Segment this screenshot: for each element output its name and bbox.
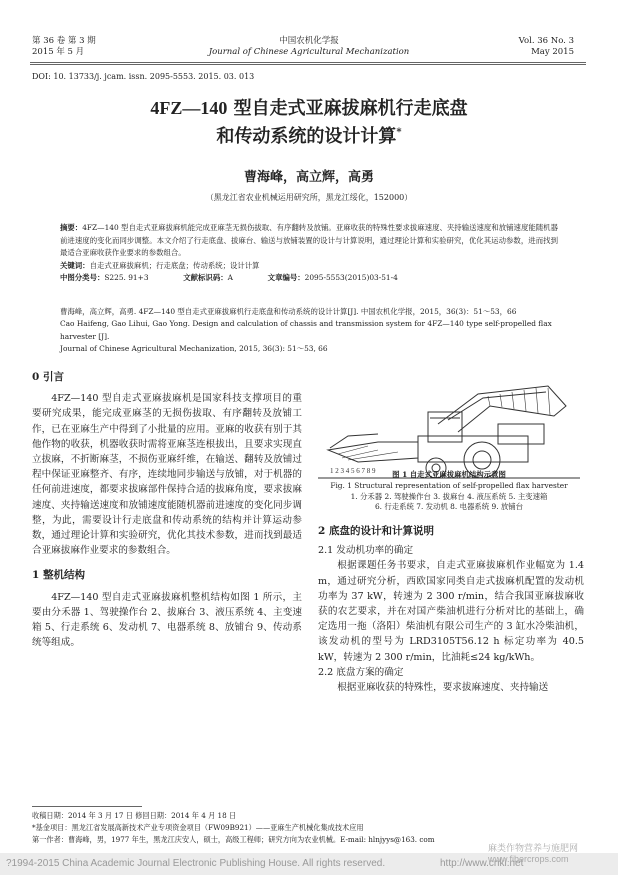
header-rule-2: [30, 64, 586, 65]
abstract-label: 摘要：: [60, 223, 83, 232]
citation-cn: 曹海峰，高立辉，高勇. 4FZ—140 型自走式亚麻拔麻机行走底盘和传动系统的设计计算[J]. 中国农机化学报，2015，36(3)：51～53，66: [60, 307, 517, 316]
footnote-received: 收稿日期：2014 年 3 月 17 日 修回日期：2014 年 4 月 18 日: [32, 811, 237, 820]
section1-para: 4FZ—140 型自走式亚麻拔麻机整机结构如图 1 所示，主要由分禾器 1、驾驶操作台 2、拔麻台 3、液压系统 4、主变速箱 5、行走系统 6、发动机 7、电器系统 8、放铺台 9、传动系统等组成。: [32, 591, 302, 649]
citation-block: [60, 306, 558, 356]
fig-legend-1: 1. 分禾器 2. 驾驶操作台 3. 拔麻台 4. 液压系统 5. 主变速箱: [350, 491, 548, 501]
journal-en: Journal of Chinese Agricultural Mechanization: [208, 47, 410, 57]
right-column: [318, 524, 584, 695]
section0-heading: 0 引言: [32, 371, 64, 383]
citation-en-1: Cao Haifeng, Gao Lihui, Gao Yong. Design and calculation of chassis and transmission system for 4FZ—140 type self-propelled flax harvester [J].: [60, 319, 552, 341]
fig-legend-2: 6. 行走系统 7. 发动机 8. 电器系统 9. 放铺台: [374, 502, 524, 512]
articleno: 2095-5553(2015)03-51-4: [304, 273, 398, 283]
title-model: 4FZ—140: [150, 98, 228, 118]
title-line2: 和传动系统的设计计算: [216, 126, 397, 147]
figure-caption: [318, 470, 580, 513]
doccode: A: [227, 273, 233, 283]
fig-caption-en: Fig. 1 Structural representation of self-propelled flax harvester: [330, 480, 568, 490]
footnote-fund: *基金项目：黑龙江省发展高新技术产业专项资金项目（FW09B921）——亚麻生产机械化集成技术应用: [32, 823, 364, 832]
date-cn: 2015 年 5 月: [32, 47, 85, 57]
articleno-label: 文章编号：: [267, 273, 305, 283]
keywords: 自走式亚麻拔麻机；行走底盘；传动系统；设计计算: [89, 260, 260, 270]
section2-sub1: 2.1 发动机功率的确定: [318, 545, 414, 557]
authors: 曹海峰，高立辉，高勇: [243, 170, 374, 185]
volume-en: Vol. 36 No. 3: [518, 36, 574, 46]
footnote-author: 第一作者：曹海峰，男，1977 年生，黑龙江庆安人，硕士，高级工程师；研究方向为农业机械。E-mail: hlnjyys@163. com: [32, 835, 435, 844]
left-column: [32, 370, 302, 650]
section2-sub2: 2.2 底盘方案的确定: [318, 666, 404, 678]
paper-title: [0, 96, 618, 149]
header-volume-en: [519, 36, 574, 58]
affiliation: （黑龙江省农业机械运用研究所，黑龙江绥化，152000）: [205, 193, 413, 202]
date-en: May 2015: [531, 47, 574, 57]
copyright-bar: [0, 843, 618, 875]
abstract-text: 4FZ—140 型自走式亚麻拔麻机能完成亚麻茎无损伤拔取、有序翻转及放铺。亚麻收获的特殊性要求拔麻速度、夹持输送速度和放铺速度能随机器前进速度的变化而同步调整。本文介绍了行走底盘、拔麻台、输送与放铺装置的设计与计算说明，通过理论计算和实验研究，优化其运动参数，进而找到最适合亚麻收获作业要求的参数组合。: [60, 223, 558, 258]
figure-1-flax-harvester: [318, 376, 580, 484]
volume-cn: 第 36 卷 第 3 期: [32, 36, 96, 46]
doccode-label: 文献标识码：: [183, 273, 228, 283]
abstract-block: [60, 222, 558, 285]
cnki-link[interactable]: http://www.cnki.net: [440, 858, 524, 869]
doi: DOI: 10. 13733/j. jcam. issn. 2095-5553. 2015. 03. 013: [32, 72, 255, 81]
section2-heading: 2 底盘的设计和计算说明: [318, 525, 434, 537]
fig-caption-cn: 图 1 自走式亚麻拔麻机结构示意图: [392, 470, 506, 479]
section2-para1: 根据课题任务书要求，自走式亚麻拔麻机作业幅宽为 1.4 m，通过研究分析，西欧国家同类自走式拔麻机配置的发动机功率为 37 kW，转速为 2 300 r/min，结合我国亚麻拔麻收获的农艺要求，并在对国产柴油机进行分析对比的基础上，确定选用一拖（洛阳）柴油机有限公司生产的 3 缸水冷柴油机，该发动机的型号为 LRD3105T56.12 h 标定功率为 40.5 kW，转速为 2 300 r/min，比油耗≤24 kg/kWh。: [318, 560, 584, 663]
journal-cn: 中国农机化学报: [279, 36, 339, 46]
title-line1: 型自走式亚麻拔麻机行走底盘: [227, 98, 468, 119]
footnote-rule: [32, 806, 142, 807]
header-rule: [30, 62, 586, 63]
section0-para: 4FZ—140 型自走式亚麻拔麻机是国家科技支撑项目的重要研究成果，能完成亚麻茎的无损伤拔取、有序翻转及放铺工作，已在亚麻生产中得到了小批量的应用。亚麻的收获有别于其他作物的收获，机器收获时需将亚麻茎连根拔出，且要求实现直立拔麻，不折断麻茎，不损伤亚麻纤维，在输送、翻转及放铺过程中保证亚麻整齐、有序，连续地同步输送与放铺，对于机器的任何前进速度，都要求拔麻部件保持合适的拔麻角度，要求拔麻速度、夹持输送速度和放铺速度能随机器前进速度的变化同步调整，为此，需要设计行走底盘和传动系统的结构并计算运动参数，通过理论计算和实验研究，优化其技术参数，进而找到最适合亚麻拔麻作业要求的参数组合。: [32, 393, 302, 557]
section2-para2: 根据亚麻收获的特殊性，要求拔麻速度、夹持输送: [337, 682, 549, 694]
clc-label: 中图分类号：: [60, 273, 105, 283]
footnote-block: [32, 810, 592, 846]
citation-en-2: Journal of Chinese Agricultural Mechanization, 2015, 36(3): 51～53, 66: [60, 344, 328, 354]
watermark: 麻类作物营养与施肥网 www.fibercrops.com: [488, 843, 579, 864]
keywords-label: 关键词：: [60, 260, 90, 270]
figure-numbers: 1 2 3 4 5 6 7 8 9: [330, 467, 376, 475]
title-star: *: [396, 127, 402, 138]
clc: S225. 91+3: [104, 273, 149, 283]
section1-heading: 1 整机结构: [32, 569, 85, 582]
copyright-text: ?1994-2015 China Academic Journal Electronic Publishing House. All rights reserved.: [6, 858, 386, 869]
